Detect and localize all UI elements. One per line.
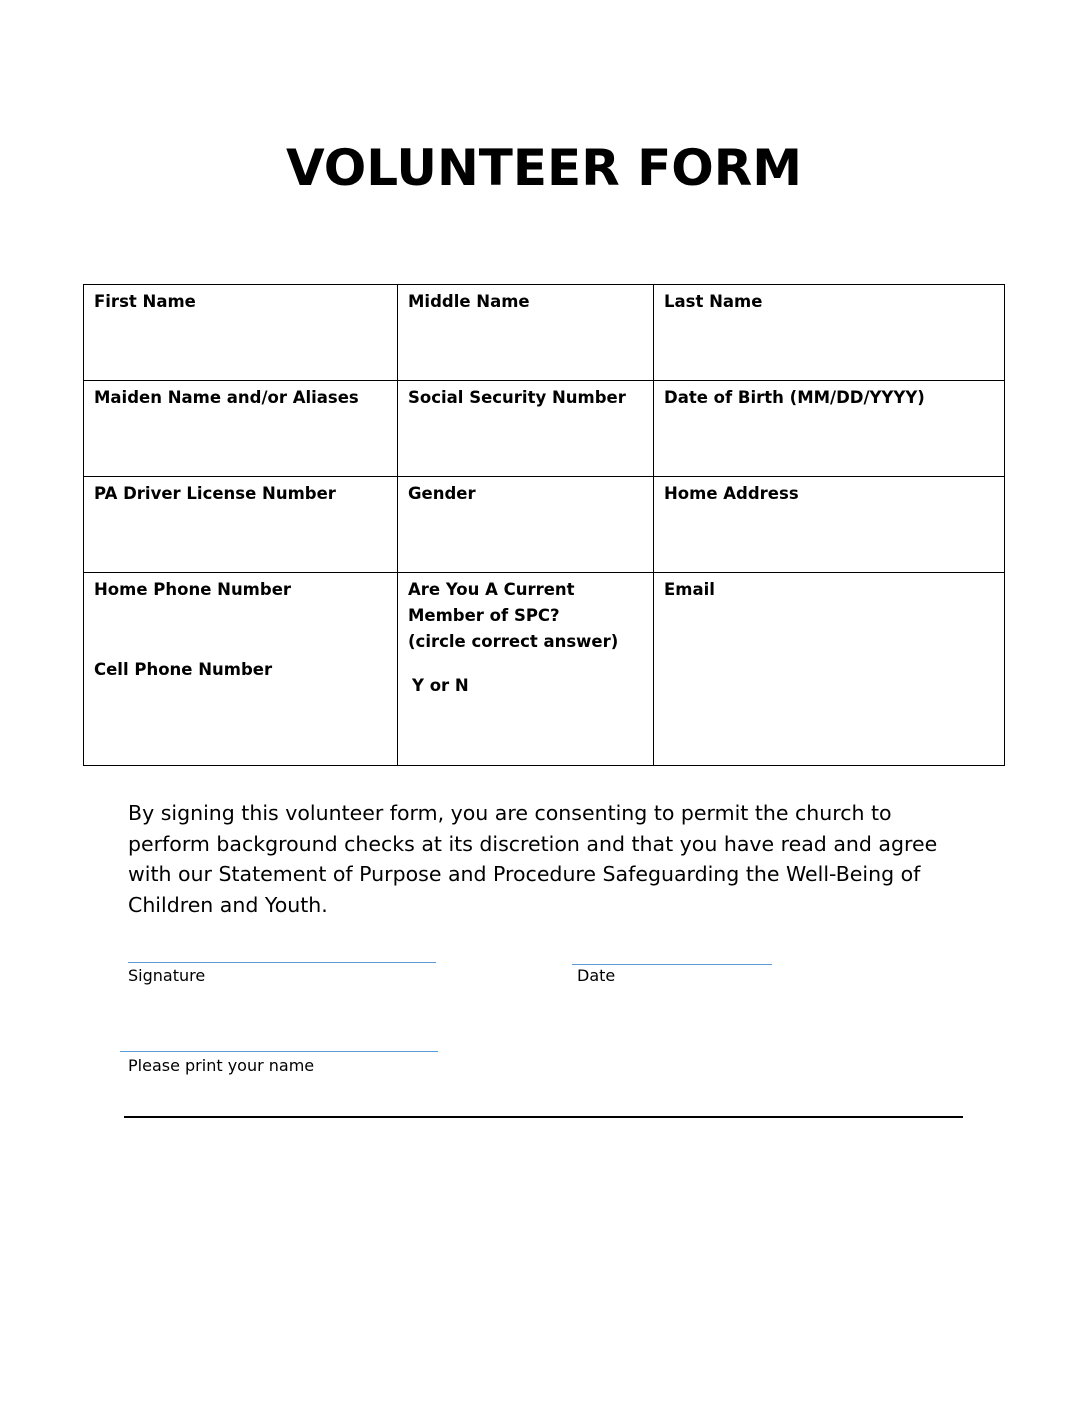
consent-statement: By signing this volunteer form, you are consenting to permit the church to perform background checks at its discretion and that you have read and agree with our Statement of Purpose and Procedure Safeguarding the Well-Being of Children and Youth. [128,801,938,917]
print-name-label: Please print your name [128,1056,315,1075]
date-line[interactable] [572,964,772,965]
signature-line[interactable] [128,962,436,963]
maiden-name-field[interactable] [84,381,398,477]
driver-license-label: PA Driver License Number [94,484,336,503]
dob-label: Date of Birth (MM/DD/YYYY) [664,388,925,407]
name-entry-line[interactable] [124,1116,963,1118]
membership-question-line3: (circle correct answer) [408,632,619,651]
signature-label: Signature [128,966,206,985]
email-field[interactable] [654,573,1005,766]
email-label: Email [664,580,715,599]
ssn-label: Social Security Number [408,388,626,407]
print-name-line[interactable] [120,1051,438,1052]
gender-field[interactable] [398,477,654,573]
membership-question-line1: Are You A Current [408,580,575,599]
home-address-label: Home Address [664,484,799,503]
page-title: VOLUNTEER FORM [285,139,803,197]
date-label: Date [577,966,616,985]
maiden-name-label: Maiden Name and/or Aliases [94,388,359,407]
home-address-field[interactable] [654,477,1005,573]
volunteer-info-table [83,284,1005,766]
phone-numbers-field[interactable] [84,573,398,766]
home-phone-label: Home Phone Number [94,580,292,599]
last-name-field[interactable] [654,285,1005,381]
membership-question-line2: Member of SPC? [408,606,560,625]
middle-name-label: Middle Name [408,292,530,311]
ssn-field[interactable] [398,381,654,477]
first-name-field[interactable] [84,285,398,381]
membership-field[interactable] [398,573,654,766]
first-name-label: First Name [94,292,196,311]
middle-name-field[interactable] [398,285,654,381]
membership-answer-options[interactable]: Y or N [412,676,469,695]
driver-license-field[interactable] [84,477,398,573]
last-name-label: Last Name [664,292,763,311]
gender-label: Gender [408,484,476,503]
dob-field[interactable] [654,381,1005,477]
cell-phone-label: Cell Phone Number [94,660,273,679]
